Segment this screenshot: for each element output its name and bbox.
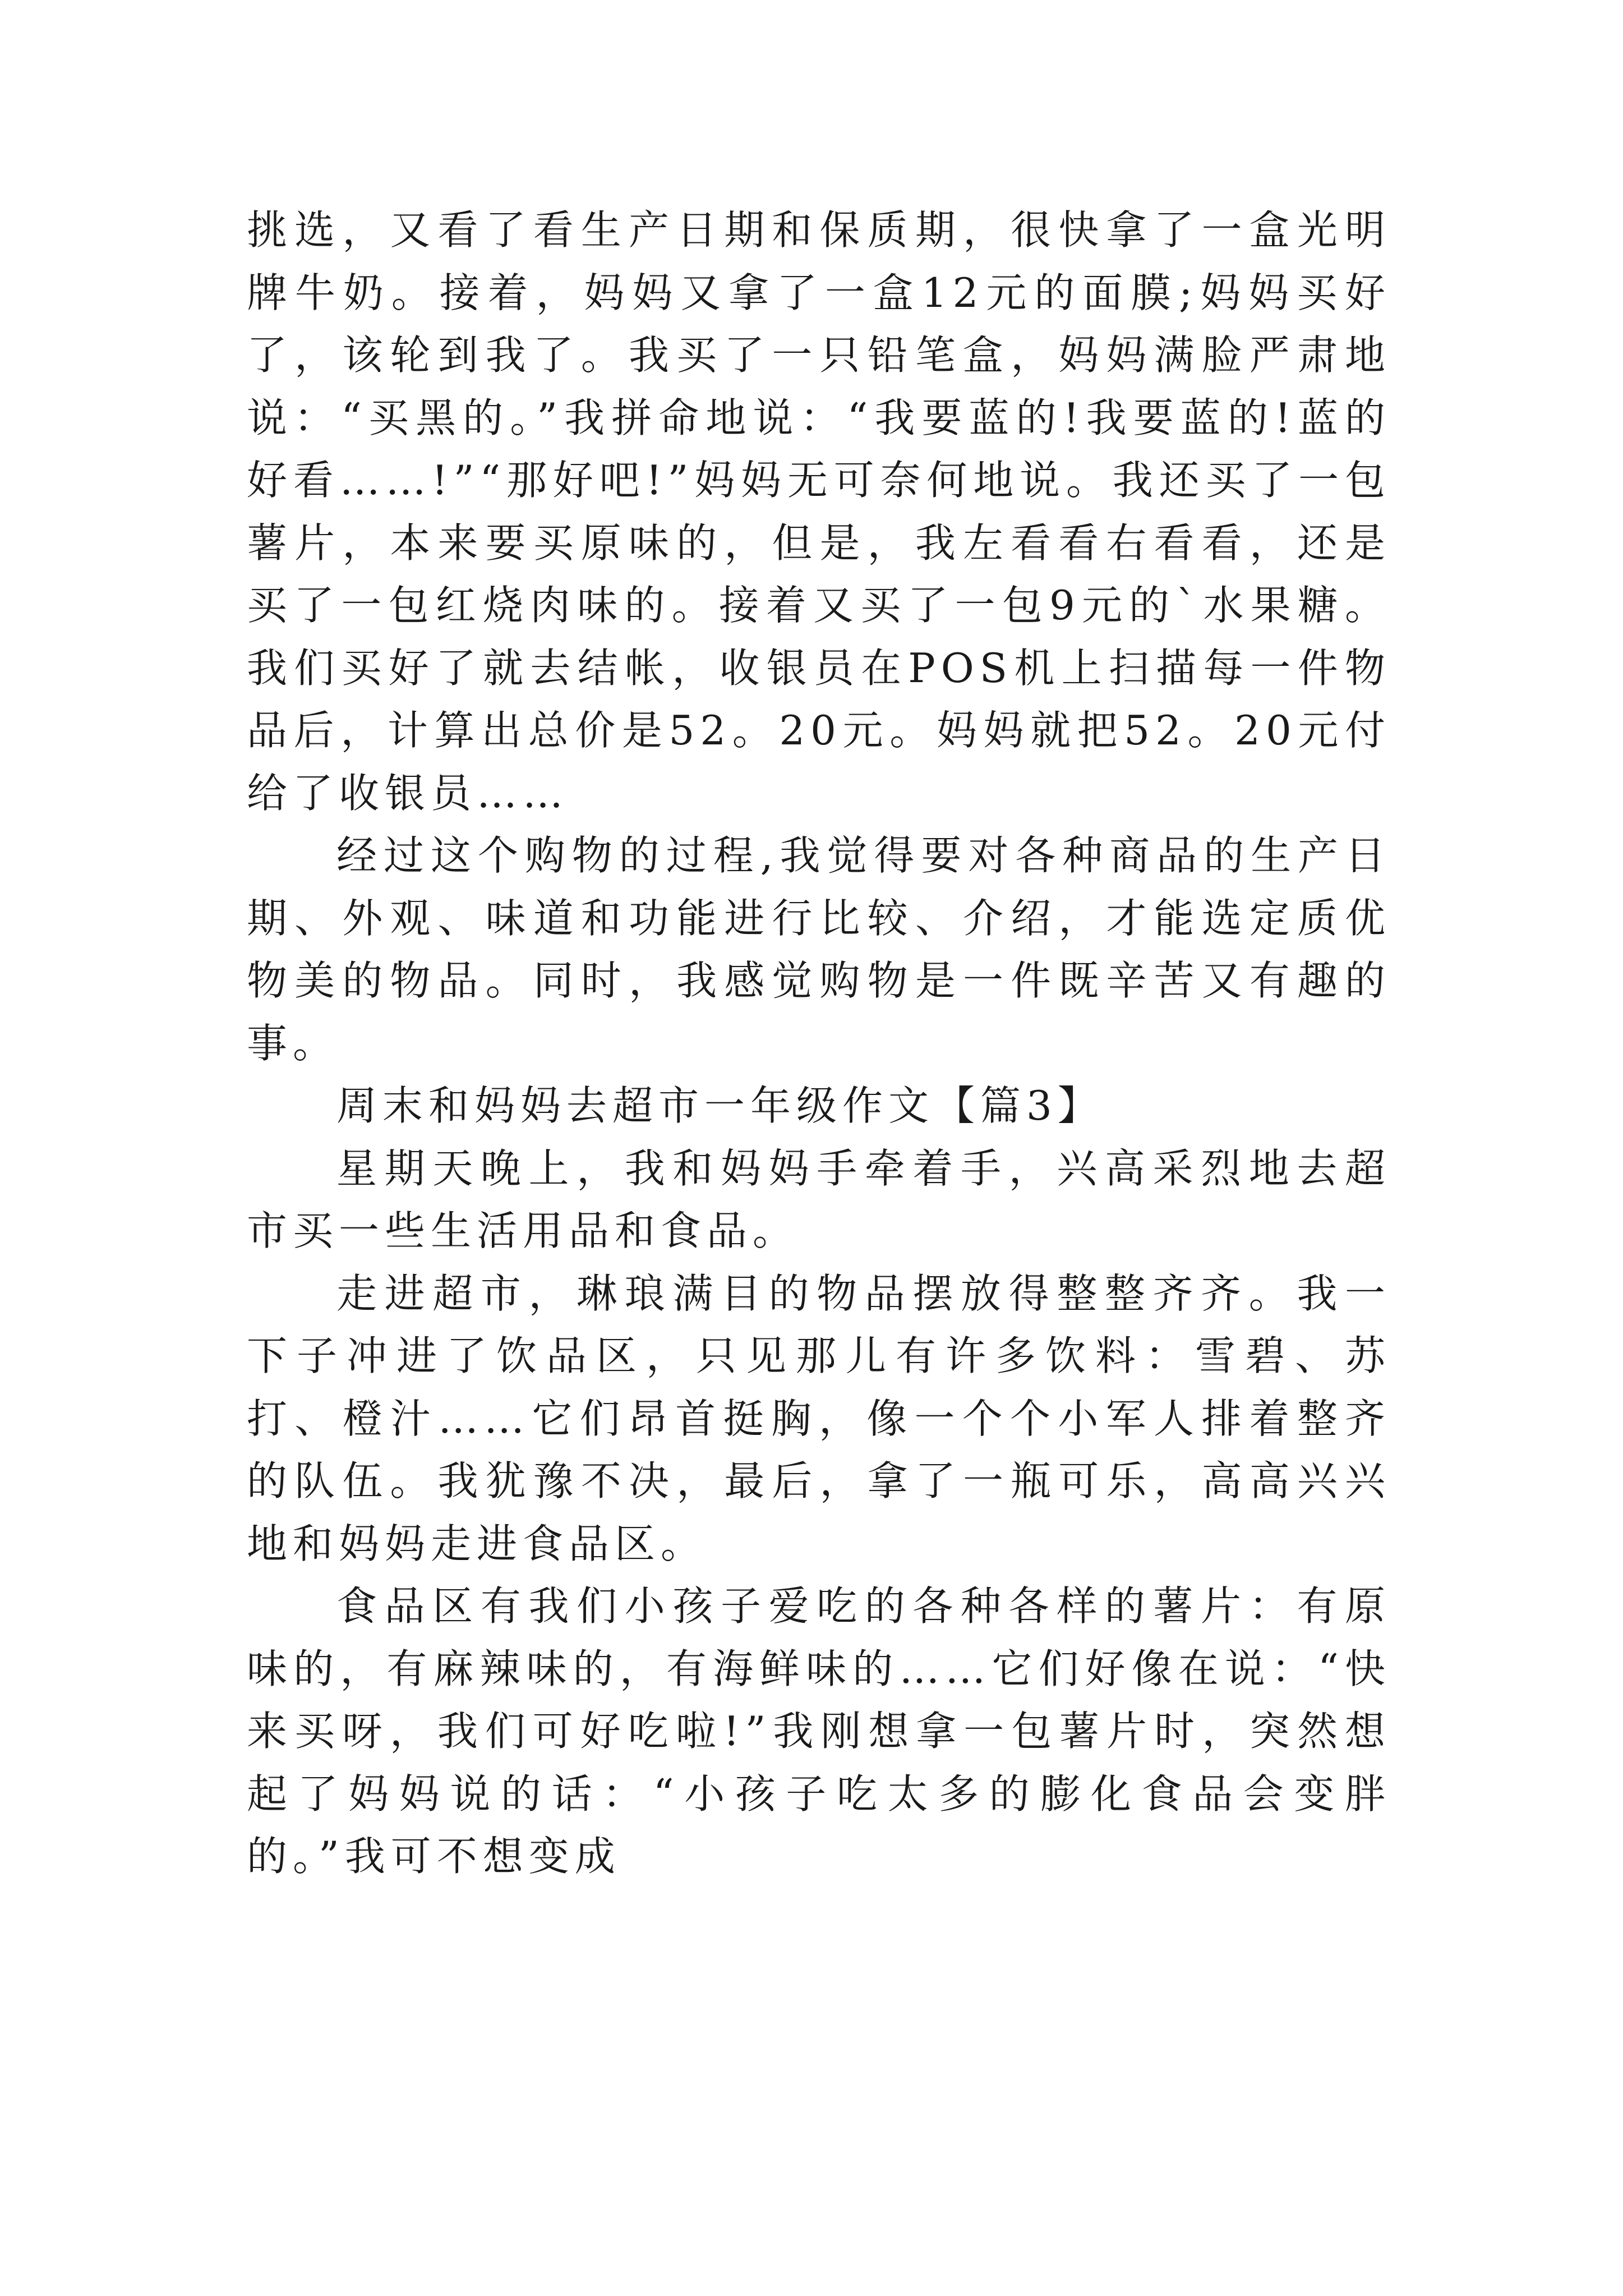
document-body [247,199,1391,1888]
paragraph-snacks-area: 食品区有我们小孩子爱吃的各种各样的薯片：有原味的，有麻辣味的，有海鲜味的……它们好像在说：“快来买呀，我们可好吃啦!”我刚想拿一包薯片时，突然想起了妈妈说的话：“小孩子吃太多的膨化食品会变胖的。”我可不想变成 [247,1582,1391,1880]
paragraph-sunday-evening: 星期天晚上，我和妈妈手牵着手，兴高采烈地去超市买一些生活用品和食品。 [247,1144,1391,1254]
paragraph-shopping-reflection: 经过这个购物的过程,我觉得要对各种商品的生产日期、外观、味道和功能进行比较、介绍，才能选定质优物美的物品。同时，我感觉购物是一件既辛苦又有趣的事。 [247,832,1391,1067]
section-heading-part-3: 周末和妈妈去超市一年级作文【篇3】 [336,1082,1104,1129]
paragraph-drinks-area: 走进超市，琳琅满目的物品摆放得整整齐齐。我一下子冲进了饮品区，只见那儿有许多饮料：雪碧、苏打、橙汁……它们昂首挺胸，像一个个小军人排着整齐的队伍。我犹豫不决，最后，拿了一瓶可乐，高高兴兴地和妈妈走进食品区。 [247,1269,1391,1567]
paragraph-shopping-checkout: 挑选，又看了看生产日期和保质期，很快拿了一盒光明牌牛奶。接着，妈妈又拿了一盒12元的面膜;妈妈买好了，该轮到我了。我买了一只铅笔盒，妈妈满脸严肃地说：“买黑的。”我拼命地说：“我要蓝的!我要蓝的!蓝的好看……!”“那好吧!”妈妈无可奈何地说。我还买了一包薯片，本来要买原味的，但是，我左看看右看看，还是买了一包红烧肉味的。接着又买了一包9元的`水果糖。我们买好了就去结帐，收银员在POS机上扫描每一件物品后，计算出总价是52。20元。妈妈就把52。20元付给了收银员…… [247,206,1391,817]
